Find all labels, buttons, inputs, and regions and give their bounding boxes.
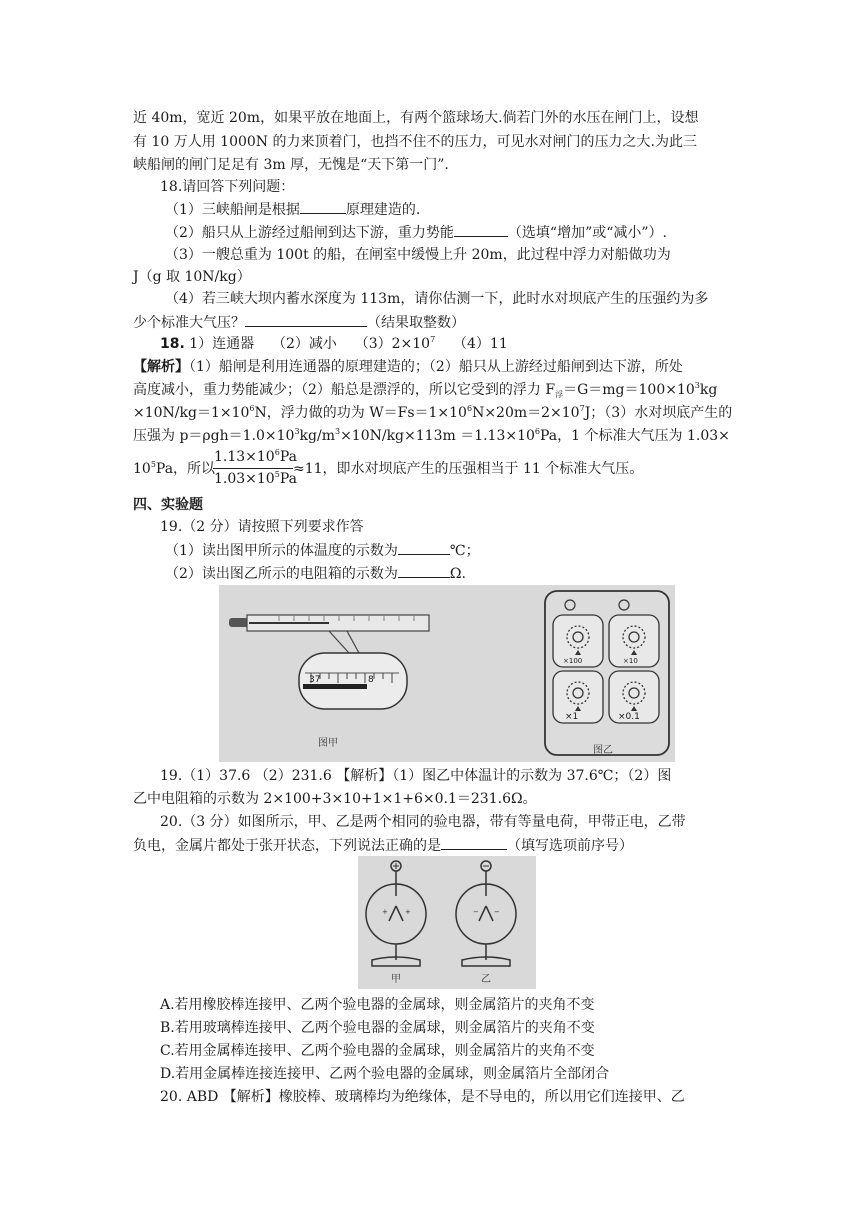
a18-line-5b: ≈11，即水对坝底产生的压强相当于 11 个标准大气压。 xyxy=(293,461,644,477)
q18-stem: 18.请回答下列问题： xyxy=(160,179,295,195)
q18-blank-2[interactable] xyxy=(454,222,508,237)
intro-line-1: 近 40m，宽近 20m，如果平放在地面上，有两个篮球场大.倘若门外的水压在闸门上，设想 xyxy=(133,110,699,126)
a18-answers: 18. 1）连通器 （2）减小 $(3)2\times 10^7$ （4）11 xyxy=(160,335,508,352)
intro-line-3: 峡船闸的闸门足足有 3m 厚，无愧是“天下第一门”. xyxy=(133,157,449,173)
pressure-fraction xyxy=(213,448,295,490)
option-d: D.若用金属棒连接连接甲、乙两个验电器的金属球，则金属箔片全部闭合 xyxy=(160,1066,610,1082)
figure-thermometer-resistance-box xyxy=(219,585,675,762)
scale-label-37: 37 xyxy=(309,675,321,685)
a18-line-3: $\times 10N/kg=1\times 10^6N$，浮力做的功为 $W=Fs=1\times 10^6N\times 20m=2\times 10^7J$；（3）水对坝底产生的 xyxy=(133,404,733,421)
scale-label-8: 8 xyxy=(368,675,374,685)
dial-label-x100: ×100 xyxy=(563,657,583,665)
section-heading: 四、实验题 xyxy=(133,497,203,513)
a18-line-2: 高度减小，重力势能减少；（2）船总是漂浮的，所以它受到的浮力 $F_浮=G=mg=100\times 10^3kg$ xyxy=(133,381,718,399)
thermometer-icon xyxy=(229,615,429,653)
svg-text:+: + xyxy=(405,908,411,916)
dial-label-x01: ×0.1 xyxy=(618,712,640,722)
dial-label-x10: ×10 xyxy=(623,657,638,665)
svg-text:+: + xyxy=(382,908,388,916)
q18-part1: （1）三峡船闸是根据 原理建造的. xyxy=(165,199,420,220)
svg-text:−: − xyxy=(494,908,500,916)
q18-blank-1[interactable] xyxy=(300,199,346,214)
resistance-box xyxy=(545,591,669,755)
a19-line-1: 19.（1）37.6 （2）231.6 【解析】（1）图乙中体温计的示数为 37.6℃；（2）图 xyxy=(160,768,672,784)
q18-blank-4[interactable] xyxy=(245,312,367,327)
q18-part3: （3）一艘总重为 100t 的船，在闸室中缓慢上升 20m，此过程中浮力对船做功为 xyxy=(165,247,671,263)
option-a: A.若用橡胶棒连接甲、乙两个验电器的金属球，则金属箔片的夹角不变 xyxy=(160,997,595,1013)
fraction-denominator: $1.03\times 10^5Pa$ xyxy=(214,470,297,487)
a18-line-4: 压强为 $p=\rho gh=1.0\times 10^3kg/m^3\times 10N/kg\times 113m =1.13\times 10^6Pa$，1 个标准大气压为 1.03× xyxy=(133,427,730,444)
q18-part2: （2）船只从上游经过船闸到达下游，重力势能 （选填“增加”或“减小”）. xyxy=(165,222,667,243)
electroscope-jia xyxy=(366,861,426,966)
figure-label-yi: 乙 xyxy=(481,974,491,985)
intro-line-2: 有 10 万人用 1000N 的力来顶着门，也挡不住不的压力，可见水对闸门的压力之大.为此三 xyxy=(133,134,697,150)
a19-line-2: 乙中电阻箱的示数为 2×100+3×10+1×1+6×0.1＝231.6Ω。 xyxy=(133,791,537,807)
figure-electroscopes xyxy=(358,856,536,989)
q20-line-2: 负电，金属片都处于张开状态，下列说法正确的是 （填写选项前序号） xyxy=(133,835,633,856)
figure-label-yi: 图乙 xyxy=(593,745,613,756)
dial-label-x1: ×1 xyxy=(565,712,579,722)
figure-label-jia: 甲 xyxy=(391,974,401,985)
option-c: C.若用金属棒连接甲、乙两个验电器的金属球，则金属箔片的夹角不变 xyxy=(160,1043,595,1059)
fraction-bar xyxy=(213,468,293,469)
q19-blank-1[interactable] xyxy=(398,540,450,555)
q20-line-1: 20.（3 分）如图所示，甲、乙是两个相同的验电器，带有等量电荷，甲带正电，乙带 xyxy=(160,814,686,830)
a18-line-1: 【解析】（1）船闸是利用连通器的原理建造的；（2）船只从上游经过船闸到达下游，所处 xyxy=(133,359,683,375)
q18-part3-tail: J（g 取 10N/kg） xyxy=(133,269,251,285)
figure-19-drawing xyxy=(219,585,675,762)
q19-blank-2[interactable] xyxy=(398,563,450,578)
fraction-numerator: $1.13\times 10^6Pa$ xyxy=(214,448,297,465)
q19-stem: 19.（2 分）请按照下列要求作答 xyxy=(160,519,364,535)
q20-blank[interactable] xyxy=(441,835,507,850)
q18-part4-b: 少个标准大气压？ （结果取整数） xyxy=(133,312,465,333)
a20-line: 20. ABD 【解析】橡胶棒、玻璃棒均为绝缘体，是不导电的，所以用它们连接甲、乙 xyxy=(160,1089,685,1105)
q18-part4: （4）若三峡大坝内蓄水深度为 113m，请你估测一下，此时水对坝底产生的压强约为多 xyxy=(165,291,709,307)
svg-text:−: − xyxy=(473,908,479,916)
q19-part1: （1）读出图甲所示的体温度的示数为 ℃； xyxy=(165,540,480,561)
figure-label-jia: 图甲 xyxy=(318,738,338,749)
option-b: B.若用玻璃棒连接甲、乙两个验电器的金属球，则金属箔片的夹角不变 xyxy=(160,1020,595,1036)
a18-line-5a: $10^5Pa$，所以 xyxy=(133,460,216,477)
q19-part2: （2）读出图乙所示的电阻箱的示数为 Ω. xyxy=(165,563,466,584)
electroscope-yi xyxy=(456,861,516,966)
figure-20-drawing xyxy=(358,856,536,989)
